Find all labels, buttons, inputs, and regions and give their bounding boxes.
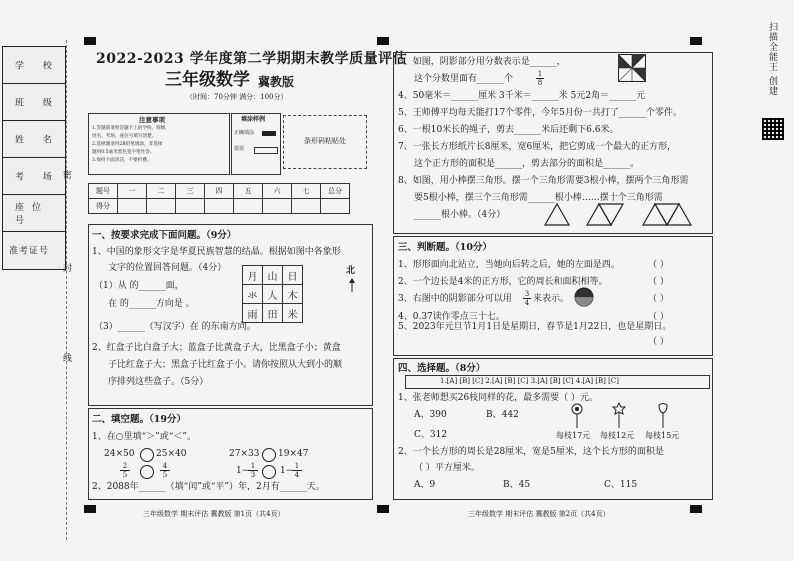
fraction: 2 5 [120, 462, 130, 479]
flower-icon [656, 402, 670, 428]
scanner-watermark: 扫描全能王 创建 [767, 22, 777, 96]
question-text: 4、50毫米＝______厘米 3千米＝______米 5元2角＝______元 [398, 91, 646, 101]
exam-title: 2022-2023 学年度第二学期期末教学质量评估 [96, 51, 408, 67]
score-header-cell: 四 [205, 184, 234, 199]
compare-circle[interactable] [262, 465, 276, 479]
option-b[interactable]: B、442 [486, 410, 519, 420]
time-info: （时间：70分钟 满分：100分） [186, 93, 288, 101]
judge-answer-paren[interactable]: （ ） [648, 277, 669, 287]
judge-answer-paren[interactable]: （ ） [648, 260, 669, 270]
barcode-label: 条形码粘贴处 [304, 137, 346, 145]
footer-left: 三年级数学 期末评估 冀教版 第1页（共4页） [143, 510, 285, 518]
flower-icon [570, 402, 584, 428]
sample-title: 填涂样例 [241, 116, 266, 123]
notice-line: 3.保持卡面清洁，不要折叠。 [92, 158, 152, 163]
fraction: 1 4 [292, 462, 302, 479]
section-1-title: 一、按要求完成下面问题。（9分） [92, 230, 237, 241]
pictograph-cell: 氺 [243, 285, 263, 304]
question-text: ______根小棒。（4分） [414, 210, 506, 220]
score-header-cell: 六 [263, 184, 292, 199]
compare-expression: 25×40 [156, 449, 187, 459]
question-text: （1）从 的______面， [94, 281, 184, 291]
footer-right: 三年级数学 期末评估 冀教版 第2页（共4页） [468, 510, 610, 518]
registration-mark [377, 505, 389, 513]
filled-mark-icon [262, 131, 276, 136]
question-text: 要5根小棒，摆三个三角形需______根小棒……摆十个三角形需 [414, 193, 663, 203]
pictograph-cell: 雨 [243, 304, 263, 323]
binding-char: 线 [63, 354, 73, 364]
north-arrow-icon [348, 278, 356, 292]
question-text: 文字的位置回答问题。（4分） [108, 263, 227, 273]
question-text: 8、如图，用小棒摆三角形。摆一个三角形需要3根小棒，摆两个三角形需 [398, 176, 689, 186]
compare-circle[interactable] [140, 465, 154, 479]
fraction: 1 3 [248, 462, 258, 479]
pictograph-cell: 木 [283, 285, 303, 304]
shaded-circle-icon [574, 287, 594, 307]
name-field[interactable]: 姓 名 [3, 121, 65, 158]
question-text: 子比红盒子大；黑盒子比红盒子小。请你按照从大到小的顺 [108, 360, 343, 370]
north-label: 北 [346, 266, 356, 276]
question-text: （3）______（写汉字）在 的东南方向。 [94, 322, 256, 332]
fraction: 3 4 [524, 290, 530, 307]
pictograph-cell: 山 [263, 266, 283, 285]
score-cell[interactable] [263, 199, 292, 214]
flower-icon [612, 402, 626, 428]
question-text: 这个分数里面有______个 [414, 74, 514, 84]
edition-label: 冀教版 [258, 75, 295, 89]
score-header-cell: 七 [292, 184, 321, 199]
score-header-cell: 三 [176, 184, 205, 199]
fraction: 1 8 [537, 70, 543, 87]
compare-circle[interactable] [262, 448, 276, 462]
score-cell[interactable] [292, 199, 321, 214]
option-c[interactable]: C、115 [604, 480, 638, 490]
binding-line [66, 40, 67, 540]
score-header-cell: 五 [234, 184, 263, 199]
question-text: 1、中国的象形文字是华夏民族智慧的结晶。根据如图中各象形 [92, 247, 341, 257]
notice-box [88, 113, 230, 175]
class-field[interactable]: 班 级 [3, 84, 65, 121]
question-text: 5、2023年元旦节1月1日是星期日，春节是1月22日，也是星期日。 [398, 322, 672, 332]
judge-answer-paren[interactable]: （ ） [648, 337, 669, 347]
pictograph-cell: 人 [263, 285, 283, 304]
question-text: 5、王师傅平均每天能打17个零件，今年5月份一共打了______个零件。 [398, 108, 682, 118]
section-2-title: 二、填空题。（19分） [92, 414, 186, 425]
fraction: 4 5 [160, 462, 170, 479]
notice-line: 1.答题前请将答题卡上的学校、班级、 [92, 126, 170, 131]
registration-mark [690, 37, 702, 45]
binding-char: 密 [63, 171, 73, 181]
pictograph-cell: 米 [283, 304, 303, 323]
registration-mark [84, 505, 96, 513]
option-b[interactable]: B、45 [503, 480, 531, 490]
notice-title: 注意事项 [139, 116, 165, 124]
question-text: 这个正方形的面积是______，剪去部分的面积是______。 [414, 159, 640, 169]
barcode-area [283, 115, 367, 169]
question-text: 来表示。 [533, 294, 570, 304]
notice-line: 姓名、考场、座位号填写清楚。 [92, 134, 157, 139]
question-text: 1、张老师想买26枝同样的花，最多需要（ ）元。 [398, 393, 599, 403]
registration-mark [377, 37, 389, 45]
score-cell[interactable] [321, 199, 350, 214]
question-text: 6、一根10米长的绳子，剪去______米后还剩下6.6米。 [398, 125, 619, 135]
score-cell[interactable] [234, 199, 263, 214]
judge-answer-paren[interactable]: （ ） [648, 312, 669, 322]
score-cell[interactable] [147, 199, 176, 214]
question-text: 1、在○里填“＞”或“＜”。 [92, 432, 196, 442]
compare-circle[interactable] [140, 448, 154, 462]
pictograph-cell: 田 [263, 304, 283, 323]
qr-code-icon [762, 118, 784, 140]
compare-expression: 1− [236, 466, 250, 476]
question-text: （ ）平方厘米。 [414, 463, 480, 473]
subject-title: 三年级数学 [165, 70, 250, 90]
option-a[interactable]: A、9 [414, 480, 436, 490]
sample-correct: 正确填涂 [234, 130, 255, 136]
pictograph-grid [242, 265, 303, 323]
admission-number-field[interactable]: 准考证号 [9, 246, 50, 257]
compare-expression: 27×33 [229, 449, 260, 459]
pictograph-cell: 月 [243, 266, 263, 285]
question-text: 2、一个边长是4米的正方形，它的周长和面积相等。 [398, 277, 608, 287]
fill-sample-box [231, 113, 281, 175]
notice-line: 题用0.5毫米黑色签字笔作答。 [92, 150, 155, 155]
section-3-title: 三、判断题。（10分） [398, 242, 492, 253]
question-text: 2、一个长方形的周长是28厘米，宽是5厘米，这个长方形的面积是 [398, 447, 664, 457]
student-info-box [2, 46, 66, 270]
question-text: 3、右图中的阴影部分可以用 [398, 294, 512, 304]
shaded-square-icon [618, 54, 646, 82]
compare-expression: 24×50 [104, 449, 135, 459]
triangle-sticks-figure [543, 201, 705, 227]
score-header-cell: 一 [118, 184, 147, 199]
question-text: 在 的______方向是 。 [108, 299, 195, 309]
sample-wrong: 错误 [234, 146, 245, 152]
question-text: 1、形形面向北站立，当她向后转之后，她的左面是西。 [398, 260, 620, 270]
score-row-label: 得分 [89, 199, 118, 214]
registration-mark [690, 505, 702, 513]
option-c[interactable]: C、312 [414, 430, 448, 440]
score-cell[interactable] [118, 199, 147, 214]
wrong-mark-icon [254, 147, 278, 154]
score-table [88, 183, 350, 214]
answer-bubbles[interactable]: 1.[A] [B] [C] 2.[A] [B] [C] 3.[A] [B] [C] 4.[A] [B] [C] [440, 377, 619, 385]
price-label: 每枝17元 [556, 431, 591, 440]
question-text: 7、一张长方形纸片长8厘米，宽6厘米，把它剪成一个最大的正方形， [398, 142, 677, 152]
registration-mark [84, 37, 96, 45]
question-text: 4、0.37读作零点三十七。 [398, 312, 505, 322]
seat-number-field[interactable]: 座位号 [3, 195, 65, 232]
option-a[interactable]: A、390 [414, 410, 447, 420]
score-header-cell: 题号 [89, 184, 118, 199]
exam-room-field[interactable]: 考 场 [3, 158, 65, 195]
question-text: 2、2088年______（填“闰”或“平”）年，2月有______天。 [92, 482, 325, 492]
binding-char: 封 [63, 264, 73, 274]
notice-line: 2.选择题请用2B铅笔填涂，非选择 [92, 142, 163, 147]
question-text: 序排列这些盒子。（5分） [108, 377, 209, 387]
score-header-cell: 总分 [321, 184, 350, 199]
compare-expression: 19×47 [278, 449, 309, 459]
score-cell[interactable] [205, 199, 234, 214]
school-field[interactable]: 学 校 [3, 47, 65, 84]
compare-expression: 1− [280, 466, 294, 476]
score-header-cell: 二 [147, 184, 176, 199]
pictograph-cell: 日 [283, 266, 303, 285]
score-cell[interactable] [176, 199, 205, 214]
price-label: 每枝12元 [600, 431, 635, 440]
price-label: 每枝15元 [645, 431, 680, 440]
question-text: 2、红盒子比白盒子大；蓝盒子比黄盒子大，比黑盒子小；黄盒 [92, 343, 341, 353]
section-4-title: 四、选择题。（8分） [398, 363, 486, 374]
question-text: 3、如图，阴影部分用分数表示是______， [398, 57, 566, 67]
judge-answer-paren[interactable]: （ ） [648, 294, 669, 304]
